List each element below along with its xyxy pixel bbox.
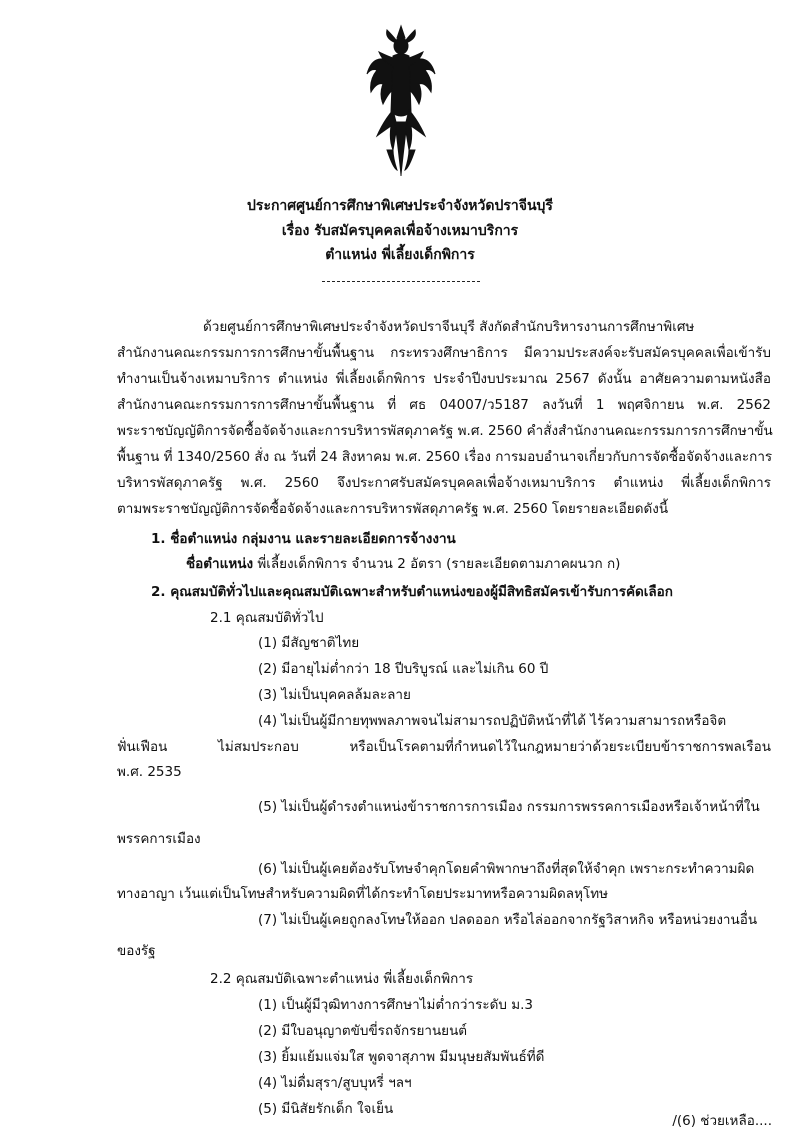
page-continuation: /(6) ช่วยเหลือ....	[672, 1113, 772, 1129]
position-detail: พี่เลี้ยงเด็กพิการ จำนวน 2 อัตรา (รายละเอียดตามภาคผนวก ก)	[253, 556, 621, 572]
general-qualifications-heading: 2.1 คุณสมบัติทั่วไป	[210, 610, 324, 626]
specific-item: (3) ยิ้มแย้มแจ่มใส พูดจาสุภาพ มีมนุษยสัมพันธ์ที่ดี	[258, 1049, 545, 1065]
announcement-subject: เรื่อง รับสมัครบุคคลเพื่อจ้างเหมาบริการ	[281, 223, 519, 239]
specific-item: (4) ไม่ดื่มสุรา/สูบบุหรี่ ฯลฯ	[258, 1075, 412, 1091]
qualification-item: (5) ไม่เป็นผู้ดำรงตำแหน่งข้าราชการการเมือง กรรมการพรรคการเมืองหรือเจ้าหน้าที่ใน	[258, 799, 760, 815]
garuda-emblem-icon	[363, 22, 439, 178]
qualification-item-cont: ทางอาญา เว้นแต่เป็นโทษสำหรับความผิดที่ได้กระทำโดยประมาทหรือความผิดลหุโทษ	[117, 886, 609, 902]
intro-line: ทำงานเป็นจ้างเหมาบริการ ตำแหน่ง พี่เลี้ยงเด็กพิการ ประจำปีงบประมาณ 2567 ดังนั้น อาศัยความตามหนังสือ	[117, 371, 771, 387]
intro-line: พื้นฐาน ที่ 1340/2560 สั่ง ณ วันที่ 24 สิงหาคม พ.ศ. 2560 เรื่อง การมอบอำนาจเกี่ยวกับการจัดซื้อจัดจ้างและการ	[117, 449, 773, 465]
qualification-item: (1) มีสัญชาติไทย	[258, 635, 360, 651]
header-divider	[322, 281, 480, 282]
qualification-item: (2) มีอายุไม่ต่ำกว่า 18 ปีบริบูรณ์ และไม่เกิน 60 ปี	[258, 661, 549, 677]
qualification-item: (4) ไม่เป็นผู้มีกายทุพพลภาพจนไม่สามารถปฏิบัติหน้าที่ได้ ไร้ความสามารถหรือจิต	[258, 713, 727, 729]
specific-item: (5) มีนิสัยรักเด็ก ใจเย็น	[258, 1101, 394, 1117]
qualification-item-cont: พรรคการเมือง	[117, 831, 201, 847]
intro-line: สำนักงานคณะกรรมการการศึกษาขั้นพื้นฐาน กระทรวงศึกษาธิการ มีความประสงค์จะรับสมัครบุคคลเพื่อเข้ารับ	[117, 345, 771, 361]
position-label: ชื่อตำแหน่ง	[186, 556, 254, 572]
qualification-item: (7) ไม่เป็นผู้เคยถูกลงโทษให้ออก ปลดออก หรือไล่ออกจากรัฐวิสาหกิจ หรือหน่วยงานอื่น	[258, 912, 758, 928]
intro-line: สำนักงานคณะกรรมการการศึกษาขั้นพื้นฐาน ที่ ศธ 04007/ว5187 ลงวันที่ 1 พฤศจิกายน พ.ศ. 2562	[117, 397, 771, 413]
qualification-item: (3) ไม่เป็นบุคคลล้มละลาย	[258, 687, 411, 703]
announcement-position: ตำแหน่ง พี่เลี้ยงเด็กพิการ	[325, 247, 475, 263]
announcement-title: ประกาศศูนย์การศึกษาพิเศษประจำจังหวัดปราจีนบุรี	[247, 198, 553, 214]
qualification-item: (6) ไม่เป็นผู้เคยต้องรับโทษจำคุกโดยคำพิพากษาถึงที่สุดให้จำคุก เพราะกระทำความผิด	[258, 861, 755, 877]
qualification-item-cont: ฟั่นเฟือน ไม่สมประกอบ หรือเป็นโรคตามที่กำหนดไว้ในกฎหมายว่าด้วยระเบียบข้าราชการพลเรือน	[117, 739, 771, 755]
qualification-item-cont: พ.ศ. 2535	[117, 764, 182, 780]
section1-position	[186, 555, 620, 573]
specific-item: (2) มีใบอนุญาตขับขี่รถจักรยานยนต์	[258, 1023, 468, 1039]
qualification-item-cont: ของรัฐ	[117, 943, 156, 959]
intro-line: ตามพระราชบัญญัติการจัดซื้อจัดจ้างและการบริหารพัสดุภาครัฐ พ.ศ. 2560 โดยรายละเอียดดังนี้	[117, 501, 669, 517]
intro-line: บริหารพัสดุภาครัฐ พ.ศ. 2560 จึงประกาศรับสมัครบุคคลเพื่อจ้างเหมาบริการ ตำแหน่ง พี่เลี้ยงเด็กพิการ	[117, 475, 771, 491]
section1-heading: 1. ชื่อตำแหน่ง กลุ่มงาน และรายละเอียดการจ้างงาน	[151, 531, 456, 547]
specific-qualifications-heading: 2.2 คุณสมบัติเฉพาะตำแหน่ง พี่เลี้ยงเด็กพิการ	[210, 971, 474, 987]
intro-line: พระราชบัญญัติการจัดซื้อจัดจ้างและการบริหารพัสดุภาครัฐ พ.ศ. 2560 คำสั่งสำนักงานคณะกรรมการการศึกษาขั้น	[117, 423, 773, 439]
specific-item: (1) เป็นผู้มีวุฒิทางการศึกษาไม่ต่ำกว่าระดับ ม.3	[258, 997, 533, 1013]
intro-line: ด้วยศูนย์การศึกษาพิเศษประจำจังหวัดปราจีนบุรี สังกัดสำนักบริหารงานการศึกษาพิเศษ	[203, 319, 695, 335]
section2-heading: 2. คุณสมบัติทั่วไปและคุณสมบัติเฉพาะสำหรับตำแหน่งของผู้มีสิทธิสมัครเข้ารับการคัดเลือก	[151, 584, 673, 600]
